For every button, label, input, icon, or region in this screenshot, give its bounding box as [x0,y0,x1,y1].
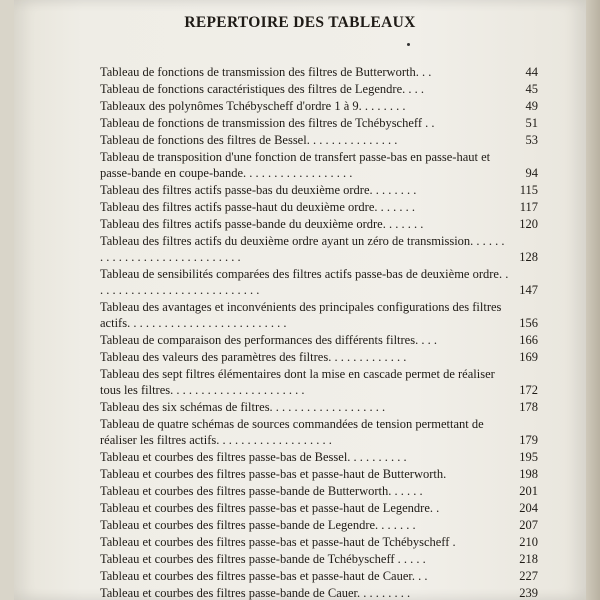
toc-entry [100,552,538,569]
toc-entry-text: Tableau de transposition d'une fonction de transfert passe-bas en passe-haut et passe-bande en coupe-bande. . . . . . . . . . . . . . . . . . [100,150,491,180]
toc-entry [100,200,538,217]
toc-entry-text: Tableau des filtres actifs passe-bande du deuxième ordre. . . . . . . [100,217,424,231]
toc-entry-text: Tableau et courbes des filtres passe-bande de Tchébyscheff . . . . . [100,552,426,566]
toc-entry-page: 49 [525,98,538,113]
toc-entry-text: Tableau des filtres actifs passe-haut du deuxième ordre. . . . . . . [100,200,415,214]
toc-entry-page: 198 [519,466,538,481]
toc-entry-text: Tableau de fonctions de transmission des filtres de Butterworth. . . [100,65,432,79]
toc-entry-text: Tableau et courbes des filtres passe-bas et passe-haut de Cauer. . . [100,569,428,583]
toc-entry [100,569,538,586]
toc-entry [100,300,538,333]
toc-entry-text: Tableau de fonctions caractéristiques des filtres de Legendre. . . . [100,82,424,96]
toc-entry-page: 94 [525,165,538,180]
toc-entry [100,65,538,82]
toc-entry-text: Tableau et courbes des filtres passe-bas et passe-haut de Legendre. . [100,501,440,515]
toc-entry-text: Tableau des avantages et inconvénients des principales configurations des filtres actifs. . . . . . . . . . . . . . . . . . . . . . . . . . [100,300,502,330]
toc-entry-page: 169 [519,349,538,364]
toc-entry-page: 218 [519,551,538,566]
toc-entry-text: Tableau des six schémas de filtres. . . . . . . . . . . . . . . . . . . [100,400,386,414]
page-title: REPERTOIRE DES TABLEAUX [184,14,416,31]
table-of-contents [100,65,538,600]
toc-entry-text: Tableau et courbes des filtres passe-bas de Bessel. . . . . . . . . . [100,450,407,464]
toc-entry-text: Tableau des filtres actifs du deuxième ordre ayant un zéro de transmission. . . . . . . . . . . . . . . . . . . . . . . . . . . . . [100,234,505,264]
toc-entry-text: Tableau et courbes des filtres passe-bas et passe-haut de Butterworth. [100,467,447,481]
toc-entry-page: 207 [519,517,538,532]
toc-entry [100,501,538,518]
toc-entry [100,217,538,234]
toc-entry-text: Tableau des filtres actifs passe-bas du deuxième ordre. . . . . . . . [100,183,417,197]
toc-entry-page: 117 [519,199,538,214]
toc-entry-page: 45 [525,81,538,96]
toc-entry-page: 195 [519,449,538,464]
toc-entry-page: 156 [519,315,538,330]
toc-entry-text: Tableau des valeurs des paramètres des filtres. . . . . . . . . . . . . [100,350,407,364]
toc-entry-text: Tableau de fonctions des filtres de Bessel. . . . . . . . . . . . . . . [100,133,398,147]
toc-entry [100,133,538,150]
toc-entry [100,450,538,467]
toc-entry [100,116,538,133]
toc-entry-page: 166 [519,332,538,347]
toc-entry [100,82,538,99]
toc-entry-page: 120 [519,216,538,231]
decorative-dot [407,43,410,46]
toc-entry-text: Tableau et courbes des filtres passe-bas et passe-haut de Tchébyscheff . [100,535,456,549]
toc-entry-page: 172 [519,382,538,397]
toc-entry [100,234,538,267]
toc-entry [100,99,538,116]
toc-entry-page: 53 [525,132,538,147]
toc-entry-page: 179 [519,432,538,447]
toc-entry-page: 201 [519,483,538,498]
toc-entry [100,400,538,417]
toc-entry-text: Tableau des sept filtres élémentaires dont la mise en cascade permet de réaliser tous les filtres. . . . . . . . . . . . . . . . . . . . . . [100,367,495,397]
toc-entry [100,535,538,552]
toc-entry-text: Tableau de sensibilités comparées des filtres actifs passe-bas de deuxième ordre. . . . . . . . . . . . . . . . . . . . . . . . . . . . [100,267,509,297]
toc-entry-page: 210 [519,534,538,549]
toc-entry-page: 227 [519,568,538,583]
toc-entry-page: 147 [519,282,538,297]
toc-entry [100,367,538,400]
toc-entry [100,333,538,350]
toc-entry [100,586,538,600]
book-page [14,0,586,600]
book-edge [586,0,600,600]
toc-entry [100,467,538,484]
toc-entry-text: Tableau et courbes des filtres passe-bande de Cauer. . . . . . . . . [100,586,411,600]
toc-entry-page: 44 [525,64,538,79]
toc-entry [100,417,538,450]
toc-entry [100,267,538,300]
toc-entry-page: 51 [525,115,538,130]
toc-entry-page: 204 [519,500,538,515]
toc-entry-text: Tableau et courbes des filtres passe-bande de Butterworth. . . . . . [100,484,423,498]
toc-entry-page: 178 [519,399,538,414]
toc-entry-text: Tableaux des polynômes Tchébyscheff d'ordre 1 à 9. . . . . . . . [100,99,406,113]
toc-entry [100,183,538,200]
toc-entry-page: 239 [519,585,538,600]
toc-entry-text: Tableau de fonctions de transmission des filtres de Tchébyscheff . . [100,116,435,130]
toc-entry [100,484,538,501]
toc-entry [100,518,538,535]
toc-entry-text: Tableau et courbes des filtres passe-bande de Legendre. . . . . . . [100,518,416,532]
toc-entry-text: Tableau de quatre schémas de sources commandées de tension permettant de réaliser les filtres actifs. . . . . . . . . . . . . . . . . . . [100,417,484,447]
toc-entry [100,150,538,183]
toc-entry-text: Tableau de comparaison des performances des différents filtres. . . . [100,333,437,347]
toc-entry-page: 115 [519,182,538,197]
toc-entry-page: 128 [519,249,538,264]
toc-entry [100,350,538,367]
